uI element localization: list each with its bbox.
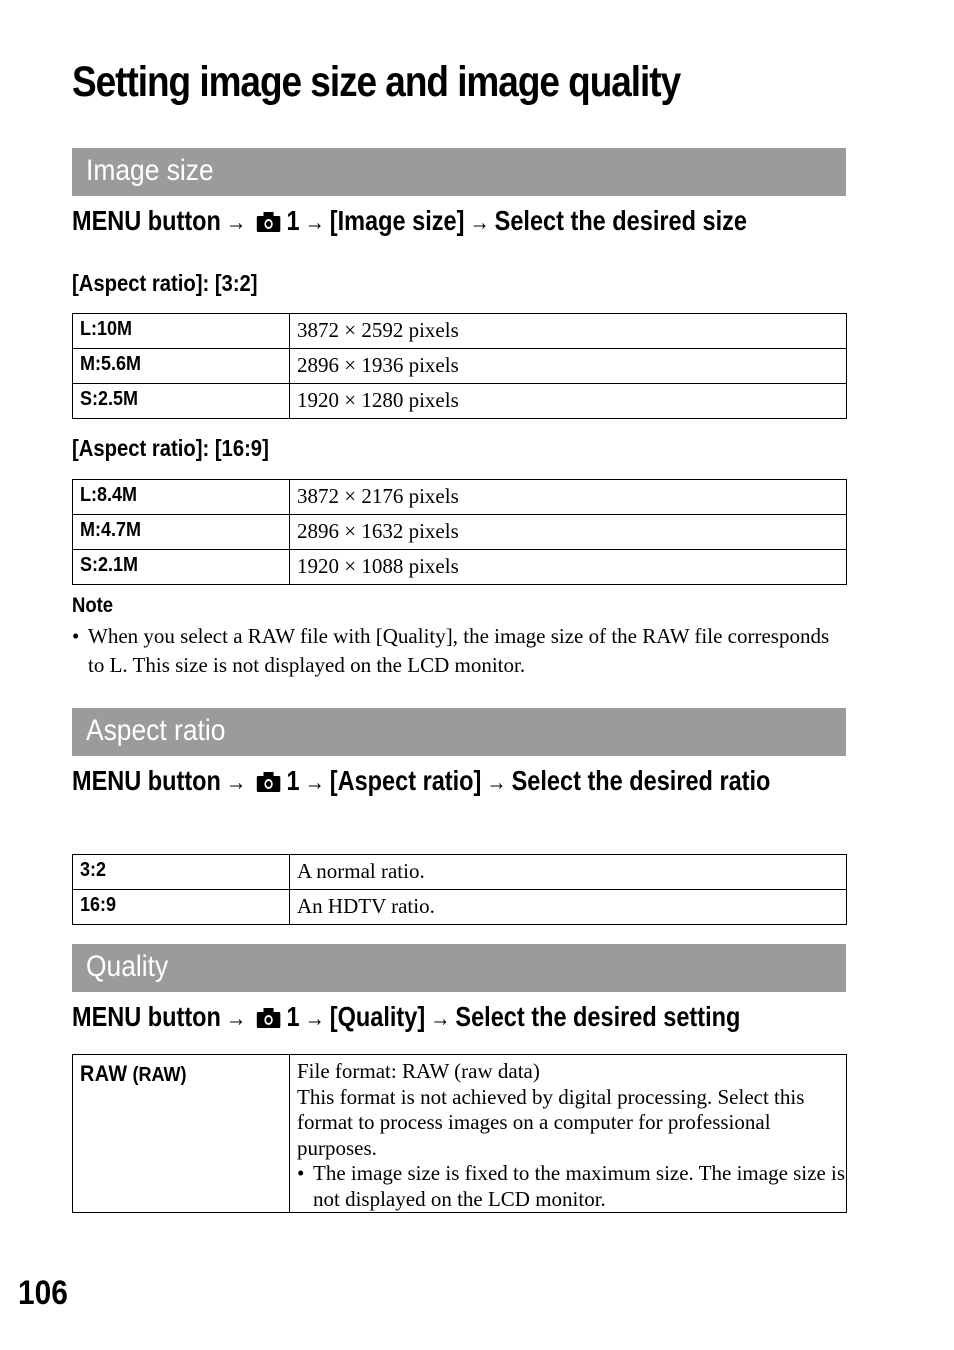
pixels-cell: 2896 × 1632 pixels — [290, 515, 847, 550]
size-cell: S:2.5M — [73, 384, 290, 419]
note-heading: Note — [72, 594, 114, 617]
size-cell: L:10M — [73, 314, 290, 349]
arrow-right-icon: → — [225, 1005, 247, 1032]
tab-number: 1 — [286, 205, 300, 236]
menu-button-label: MENU button — [72, 765, 221, 796]
ratio-cell: 16:9 — [73, 890, 290, 925]
menu-path-quality — [72, 999, 740, 1037]
menu-path-aspect-ratio — [72, 763, 828, 801]
section-header-image-size — [72, 148, 846, 196]
list-item — [297, 1161, 846, 1212]
description-cell: An HDTV ratio. — [290, 890, 847, 925]
size-cell: M:5.6M — [73, 349, 290, 384]
menu-item-label: [Quality] — [329, 1001, 426, 1032]
table-row — [73, 890, 847, 925]
page-title: Setting image size and image quality — [72, 58, 681, 106]
menu-action-label: Select the desired ratio — [511, 765, 771, 796]
page-number: 106 — [18, 1274, 68, 1312]
table-row — [73, 384, 847, 419]
pixels-cell: 3872 × 2592 pixels — [290, 314, 847, 349]
raw-description: This format is not achieved by digital processing. Select this format to process images on a computer for professional purposes. — [297, 1084, 805, 1160]
table-row — [73, 550, 847, 585]
camera-icon — [256, 771, 281, 793]
section-header-aspect-ratio — [72, 708, 846, 756]
description-cell: A normal ratio. — [290, 855, 847, 890]
table-row — [73, 349, 847, 384]
menu-item-label: [Image size] — [329, 205, 465, 236]
quality-description-cell — [290, 1055, 847, 1213]
camera-icon — [256, 211, 281, 233]
raw-bullet-text: The image size is fixed to the maximum size. The image size is not displayed on the LCD monitor. — [313, 1161, 846, 1211]
raw-label: (RAW) — [132, 1064, 187, 1086]
arrow-right-icon: → — [304, 769, 325, 796]
arrow-right-icon: → — [430, 1005, 451, 1032]
size-cell: L:8.4M — [73, 480, 290, 515]
bullet-icon: • — [72, 624, 80, 648]
tab-number: 1 — [286, 1001, 300, 1032]
table-row — [73, 855, 847, 890]
quality-table — [72, 1054, 847, 1213]
tab-number: 1 — [286, 765, 300, 796]
subheading-ratio-3-2: [Aspect ratio]: [3:2] — [72, 270, 258, 296]
arrow-right-icon: → — [486, 769, 507, 796]
bullet-icon: • — [297, 1161, 305, 1185]
quality-mode-cell — [73, 1055, 290, 1213]
size-cell: S:2.1M — [73, 550, 290, 585]
table-row — [73, 314, 847, 349]
aspect-ratio-table — [72, 854, 847, 925]
size-cell: M:4.7M — [73, 515, 290, 550]
arrow-right-icon: → — [225, 769, 247, 796]
subheading-ratio-16-9: [Aspect ratio]: [16:9] — [72, 435, 269, 461]
menu-action-label: Select the desired size — [494, 205, 747, 236]
menu-action-label: Select the desired setting — [455, 1001, 741, 1032]
menu-button-label: MENU button — [72, 1001, 221, 1032]
arrow-right-icon: → — [304, 1005, 325, 1032]
arrow-right-icon: → — [304, 209, 325, 236]
arrow-right-icon: → — [469, 209, 490, 236]
pixels-cell: 2896 × 1936 pixels — [290, 349, 847, 384]
section-header-quality — [72, 944, 846, 992]
raw-icon: RAW — [80, 1061, 128, 1086]
image-size-table-3-2 — [72, 313, 847, 419]
menu-path-image-size — [72, 203, 747, 241]
camera-icon — [256, 1007, 281, 1029]
section-header-label: Image size — [86, 154, 214, 187]
section-header-label: Aspect ratio — [86, 714, 226, 747]
section-header-label: Quality — [86, 950, 169, 983]
note-body — [72, 622, 832, 680]
table-row — [73, 1055, 847, 1213]
raw-format-line: File format: RAW (raw data) — [297, 1059, 540, 1083]
table-row — [73, 480, 847, 515]
image-size-table-16-9 — [72, 479, 847, 585]
table-row — [73, 515, 847, 550]
pixels-cell: 1920 × 1088 pixels — [290, 550, 847, 585]
pixels-cell: 1920 × 1280 pixels — [290, 384, 847, 419]
ratio-cell: 3:2 — [73, 855, 290, 890]
menu-button-label: MENU button — [72, 205, 221, 236]
note-text: When you select a RAW file with [Quality], the image size of the RAW file corresponds to L. This size is not displayed on the LCD monitor. — [88, 624, 830, 677]
list-item — [72, 622, 832, 680]
pixels-cell: 3872 × 2176 pixels — [290, 480, 847, 515]
arrow-right-icon: → — [225, 209, 247, 236]
menu-item-label: [Aspect ratio] — [329, 765, 482, 796]
